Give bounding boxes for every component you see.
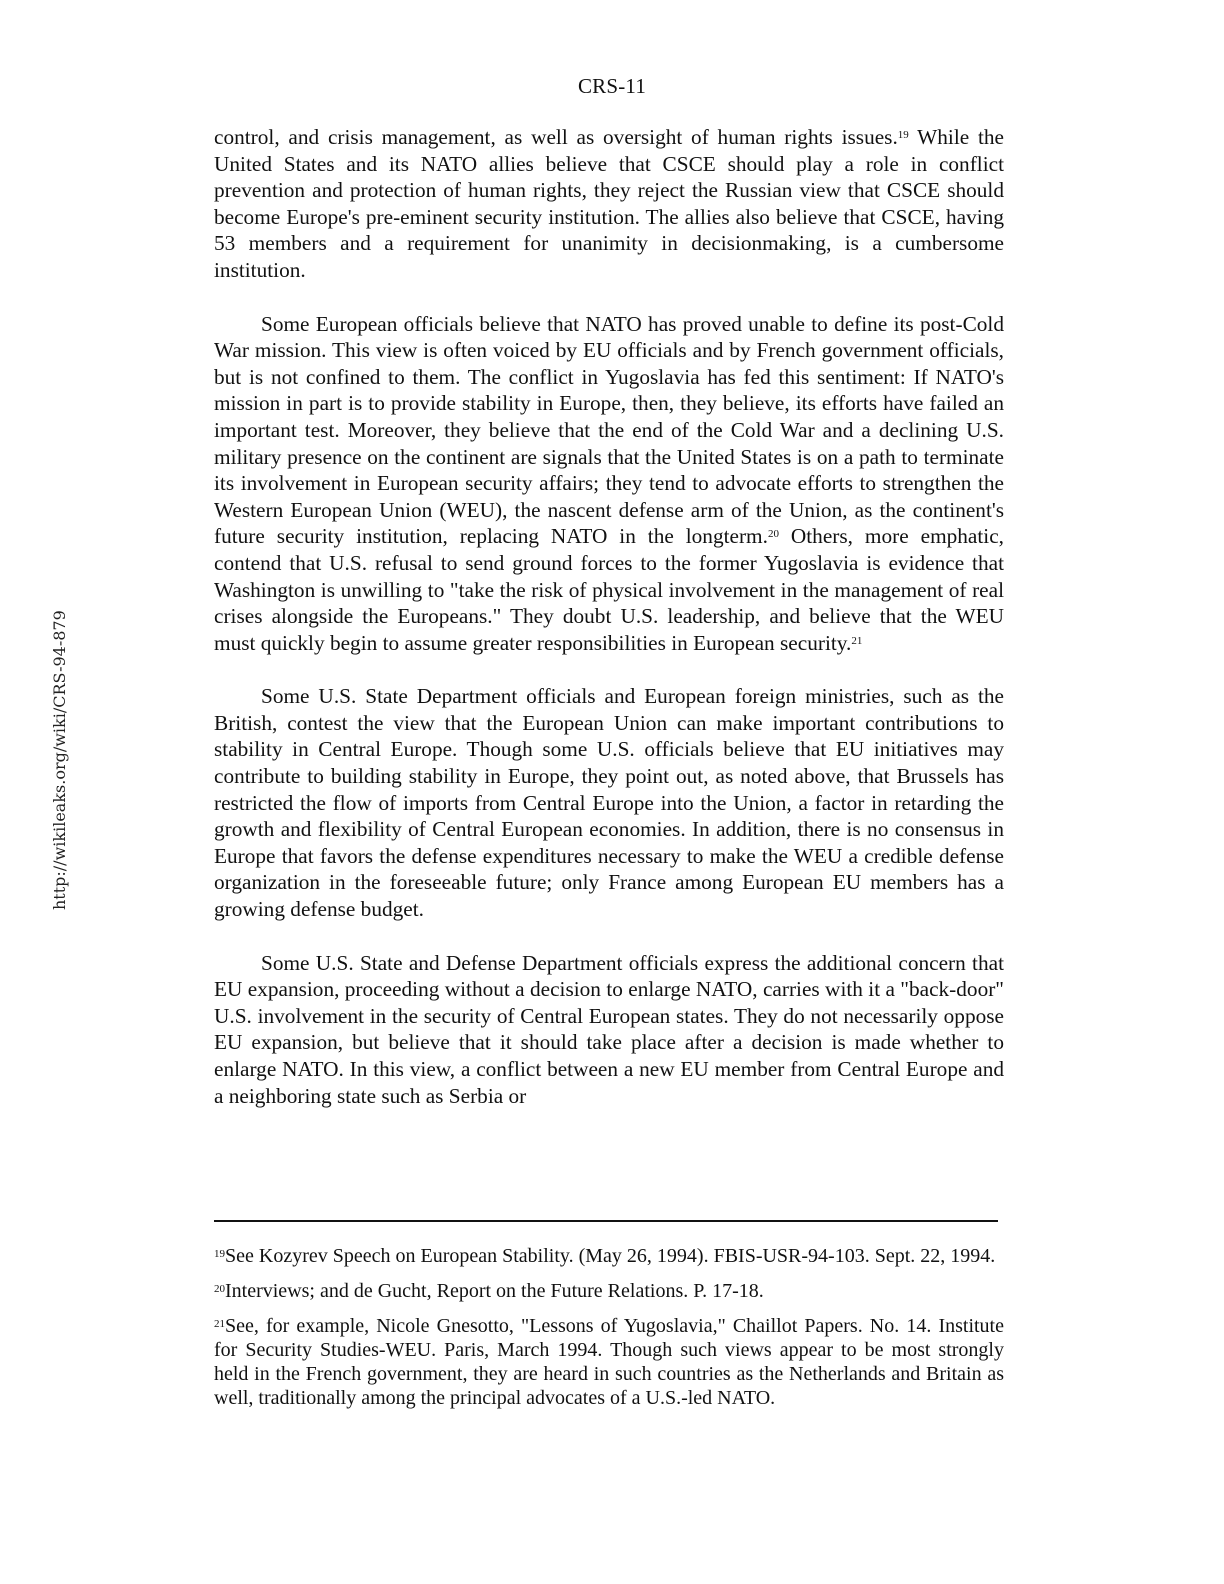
paragraph-text-continued: Others, more emphatic, contend that U.S. refusal to send ground forces to the former Yugoslavia is evidence that Washington is unwilling to "take the risk of physical involvement in the management of real crises alongside the Europeans." They doubt U.S. leadership, and believe that the WEU must quickly begin to assume greater responsibilities in European security. (214, 524, 1004, 655)
paragraph-text-continued: While the United States and its NATO allies believe that CSCE should play a role in conflict prevention and protection of human rights, they reject the Russian view that CSCE should become Europe's pre-eminent security institution. The allies also believe that CSCE, having 53 members and a requirement for unanimity in decisionmaking, is a cumbersome institution. (214, 125, 1004, 282)
footnote-separator (214, 1220, 998, 1222)
paragraph-text: Some European officials believe that NATO has proved unable to define its post-Cold War mission. This view is often voiced by EU officials and by French government officials, but is not confined to them. The conflict in Yugoslavia has fed this sentiment: If NATO's mission in part is to provide stability in Europe, then, they believe, its efforts have failed an important test. Moreover, they believe that the end of the Cold War and a declining U.S. military presence on the continent are signals that the United States is on a path to terminate its involvement in European security affairs; they tend to advocate efforts to strengthen the Western European Union (WEU), the nascent defense arm of the Union, as the continent's future security institution, replacing NATO in the longterm. (214, 311, 1004, 549)
paragraph-4: Some U.S. State and Defense Department officials express the additional concern that EU expansion, proceeding without a decision to enlarge NATO, carries with it a "back-door" U.S. involvement in the security of Central European states. They do not necessarily oppose EU expansion, but believe that it should take place after a decision is made whether to enlarge NATO. In this view, a conflict between a new EU member from Central Europe and a neighboring state such as Serbia or (214, 950, 1004, 1108)
source-url-watermark: http://wikileaks.org/wiki/CRS-94-879 (50, 610, 69, 910)
footnotes (214, 1244, 1004, 1421)
footnote-21 (214, 1314, 1004, 1410)
paragraph-text: control, and crisis management, as well as oversight of human rights issues. (214, 125, 898, 149)
footnote-19 (214, 1244, 1004, 1268)
footnote-ref-20[interactable]: 20 (767, 528, 779, 541)
footnote-number: 21 (214, 1318, 225, 1330)
body-text (214, 124, 1004, 1136)
footnote-text: See, for example, Nicole Gnesotto, "Lessons of Yugoslavia," Chaillot Papers. No. 14. Institute for Security Studies-WEU. Paris, March 1994. Though such views appear to be most strongly held in the French government, they are heard in such countries as the Netherlands and Britain as well, traditionally among the principal advocates of a U.S.-led NATO. (214, 1315, 1004, 1409)
paragraph-2 (214, 311, 1004, 657)
footnote-text: Interviews; and de Gucht, Report on the Future Relations. P. 17-18. (225, 1280, 764, 1302)
footnote-number: 19 (214, 1248, 225, 1260)
footnote-text: See Kozyrev Speech on European Stability. (May 26, 1994). FBIS-USR-94-103. Sept. 22, 1994. (225, 1245, 996, 1267)
page-header: CRS-11 (577, 74, 647, 98)
paragraph-3: Some U.S. State Department officials and European foreign ministries, such as the British, contest the view that the European Union can make important contributions to stability in Central Europe. Though some U.S. officials believe that EU initiatives may contribute to building stability in Europe, they point out, as noted above, that Brussels has restricted the flow of imports from Central Europe into the Union, a factor in retarding the growth and flexibility of Central European economies. In addition, there is no consensus in Europe that favors the defense expenditures necessary to make the WEU a credible defense organization in the foreseeable future; only France among European EU members has a growing defense budget. (214, 684, 1004, 922)
footnote-20 (214, 1279, 1004, 1303)
footnote-ref-19[interactable]: 19 (897, 129, 909, 141)
paragraph-1 (214, 124, 1004, 284)
footnote-ref-21[interactable]: 21 (851, 634, 863, 647)
footnote-number: 20 (214, 1283, 225, 1295)
